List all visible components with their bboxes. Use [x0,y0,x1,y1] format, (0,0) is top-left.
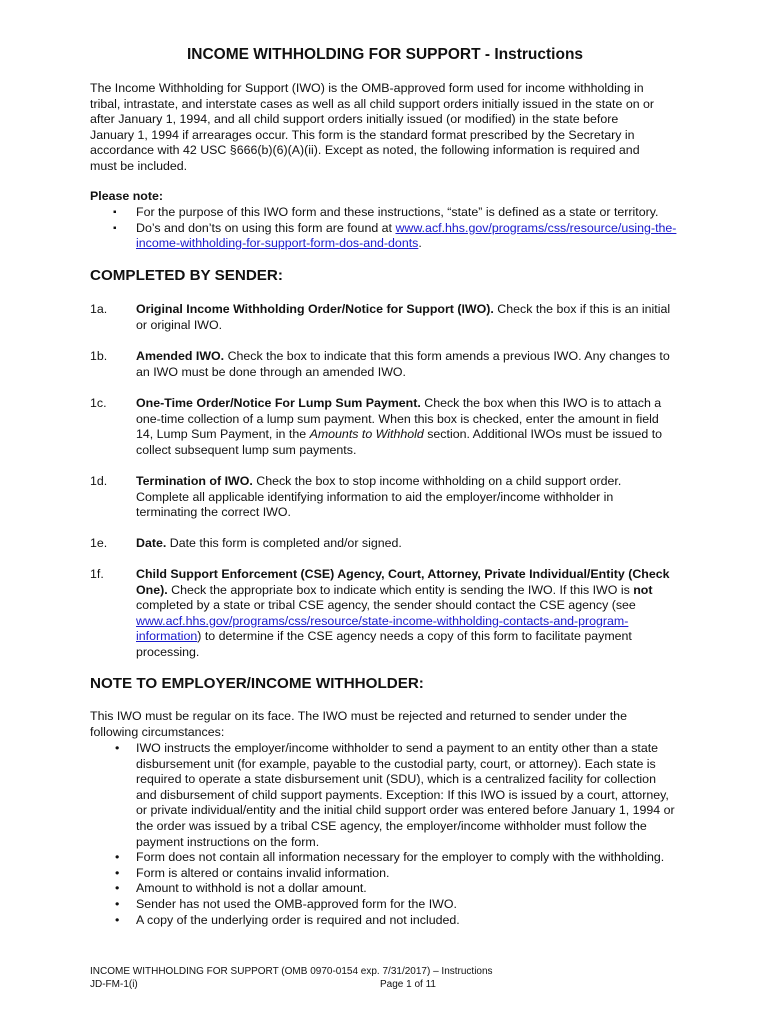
please-note-item [90,205,680,221]
please-note-item-text: Do’s and don’ts on using this form are found at [136,220,396,235]
item-body [136,349,671,380]
item-text-cont: section. Additional IWOs must be issued to collect subsequent lump sum payments. [136,427,663,457]
item-title: One-Time Order/Notice For Lump Sum Payment. [136,396,421,410]
item-bold-word: not [633,582,653,597]
item-title: Termination of IWO. [136,474,253,488]
item-body [136,536,671,552]
please-note-item-text: For the purpose of this IWO form and these instructions, “state” is defined as a state or territory. [136,205,659,219]
item-number: 1e. [90,536,108,550]
employer-section-heading: NOTE TO EMPLOYER/INCOME WITHHOLDER: [90,675,424,692]
footer-form-code: JD-FM-1(i) [90,979,138,990]
rejection-item: • Amount to withhold is not a dollar amount. [90,881,680,897]
page-title: INCOME WITHHOLDING FOR SUPPORT - Instructions [186,46,584,63]
footer-form-title: INCOME WITHHOLDING FOR SUPPORT (OMB 0970-0154 exp. 7/31/2017) – Instructions [90,966,493,977]
please-note-heading: Please note: [90,189,163,203]
rejection-item: • Form does not contain all information necessary for the employer to comply with the withholding. [90,850,680,866]
item-title: Child Support Enforcement (CSE) Agency, Court, Attorney, Private Individual/Entity (Check One). [136,567,670,597]
item-text: Check the box to stop income withholding on a child support order. Complete all applicable identifying information to aid the employer/income withholder in terminating the correct IWO. [136,474,622,520]
item-text: Check the box if this is an initial or original IWO. [136,302,671,332]
item-text-end: ) to determine if the CSE agency needs a copy of this form to facilitate payment processing. [136,629,632,659]
sender-section-heading: COMPLETED BY SENDER: [90,267,283,284]
rejection-item: • A copy of the underlying order is required and not included. [90,913,680,929]
rejection-item: • IWO instructs the employer/income withholder to send a payment to an entity other than a state disbursement unit (for example, payable to the custodial party, court, or attorney). Each state is required to operate a state disbursement unit (SDU), which is a centralized facility for collection and disbursement of child support payments. Exception: If this IWO is issued by a court, attorney, or private individual/entity and the initial child support order was entered before January 1, 1994 or the order was issued by a tribal CSE agency, the employer/income withholder must follow the payment instructions on the form. [90,741,680,850]
item-title: Date. [136,536,167,550]
item-body [136,567,671,661]
please-note-list [90,205,680,252]
page-number: Page 1 of 11 [380,979,436,990]
dos-donts-link[interactable]: www.acf.hhs.gov/programs/css/resource/using-the-income-withholding-for-support-form-dos-and-donts [136,220,677,251]
item-italic-text: Amounts to Withhold [309,427,424,442]
item-text: Date this form is completed and/or signed. [166,536,402,550]
item-title: Original Income Withholding Order/Notice for Support (IWO). [136,302,494,316]
item-number: 1b. [90,349,108,363]
item-body [136,302,671,333]
employer-intro: This IWO must be regular on its face. The IWO must be rejected and returned to sender under the following circumstances: [90,709,627,739]
rejection-item: • Sender has not used the OMB-approved form for the IWO. [90,897,680,913]
item-title: Amended IWO. [136,349,225,363]
item-body [136,474,671,521]
cse-contacts-link[interactable]: www.acf.hhs.gov/programs/css/resource/state-income-withholding-contacts-and-program-information [136,613,629,644]
please-note-item [90,221,680,252]
item-text: Check the box when this IWO is to attach a one-time collection of a lump sum payment. When this box is checked, enter the amount in field 14, Lump Sum Payment, in the [136,396,662,442]
item-number: 1f. [90,567,104,581]
page-footer [90,965,680,991]
item-number: 1d. [90,474,108,488]
rejection-item: • Form is altered or contains invalid information. [90,866,680,882]
item-text: Check the appropriate box to indicate which entity is sending the IWO. If this IWO is [167,582,634,597]
rejection-list [90,741,680,928]
item-text-cont: completed by a state or tribal CSE agency, the sender should contact the CSE agency (see [136,598,636,613]
item-body [136,396,671,458]
intro-paragraph: The Income Withholding for Support (IWO) is the OMB-approved form used for income withholding in tribal, intrastate, and interstate cases as well as all child support orders initially issued in the state on or after January 1, 1994, and all child support orders initially issued (or modified) in the state before January 1, 1994 if arrearages occur. This form is the standard format prescribed by the Secretary in accordance with 42 USC §666(b)(6)(A)(ii). Except as noted, the following information is required and must be included. [90,81,655,173]
item-text: Check the box to indicate that this form amends a previous IWO. Any changes to an IWO must be done through an amended IWO. [136,349,670,379]
item-number: 1c. [90,396,107,410]
item-number: 1a. [90,302,108,316]
please-note-item-end: . [418,236,422,251]
